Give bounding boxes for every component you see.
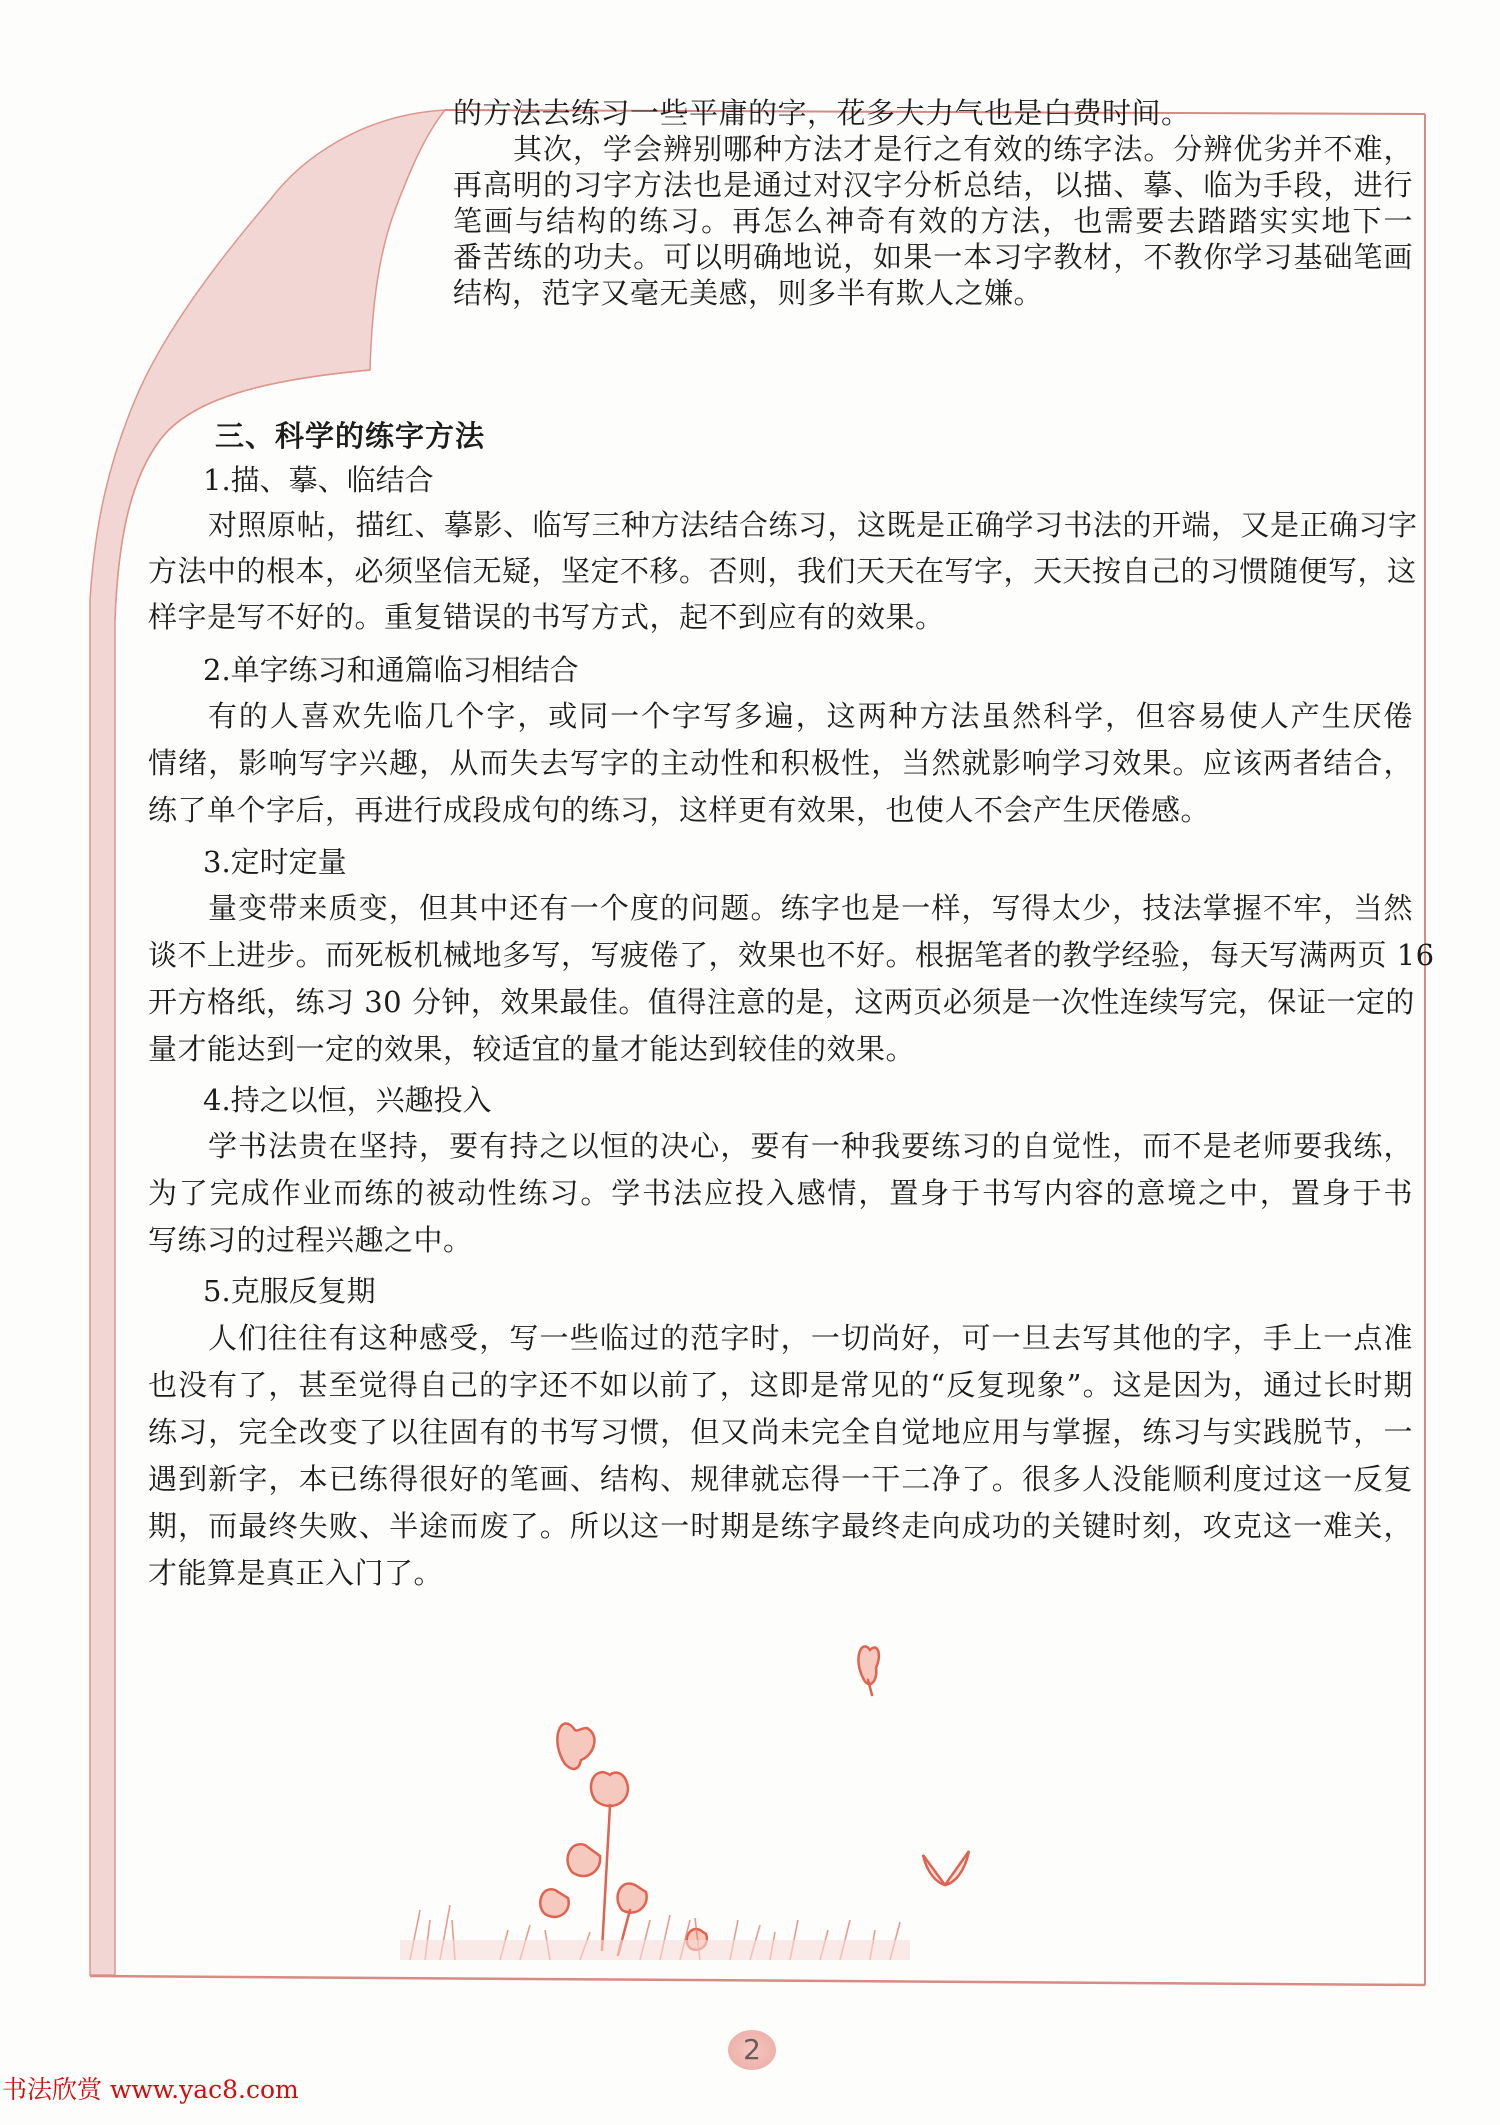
item-line: 学书法贵在坚持，要有持之以恒的决心，要有一种我要练习的自觉性，而不是老师要我练， xyxy=(208,1129,1413,1163)
item-title: 2.单字练习和通篇临习相结合 xyxy=(203,653,579,687)
item-line: 练习，完全改变了以往固有的书写习惯，但又尚未完全自觉地应用与掌握，练习与实践脱节，一 xyxy=(148,1415,1413,1449)
item-line: 方法中的根本，必须坚信无疑，坚定不移。否则，我们天天在写字，天天按自己的习惯随便写，这 xyxy=(148,554,1417,588)
item-title: 3.定时定量 xyxy=(203,845,347,879)
item-line: 有的人喜欢先临几个字，或同一个字写多遍，这两种方法虽然科学，但容易使人产生厌倦 xyxy=(208,699,1413,733)
item-line: 练了单个字后，再进行成段成句的练习，这样更有效果，也使人不会产生厌倦感。 xyxy=(148,793,1211,827)
item-title: 4.持之以恒，兴趣投入 xyxy=(203,1083,492,1117)
item-line: 遇到新字，本已练得很好的笔画、结构、规律就忘得一干二净了。很多人没能顺利度过这一反复 xyxy=(148,1462,1413,1496)
intro-line: 结构，范字又毫无美感，则多半有欺人之嫌。 xyxy=(453,276,1044,310)
intro-line: 番苦练的功夫。可以明确地说，如果一本习字教材，不教你学习基础笔画 xyxy=(453,240,1413,274)
item-line: 对照原帖，描红、摹影、临写三种方法结合练习，这既是正确学习书法的开端，又是正确习字 xyxy=(208,508,1418,542)
item-title: 1.描、摹、临结合 xyxy=(203,463,434,497)
item-line: 量变带来质变，但其中还有一个度的问题。练字也是一样，写得太少，技法掌握不牢，当然 xyxy=(208,891,1413,925)
butterfly-icon xyxy=(923,1851,969,1885)
butterfly-icon xyxy=(557,1723,594,1768)
watermark: 书法欣赏 www.yac8.com xyxy=(2,2075,299,2104)
item-line: 开方格纸，练习 30 分钟，效果最佳。值得注意的是，这两页必须是一次性连续写完，保证一定的 xyxy=(148,985,1415,1019)
flower-icon xyxy=(540,1772,707,1955)
intro-line: 的方法去练习一些平庸的字，花多大力气也是白费时间。 xyxy=(453,96,1191,130)
intro-line: 再高明的习字方法也是通过对汉字分析总结，以描、摹、临为手段，进行 xyxy=(453,168,1413,202)
butterflies-flowers-illustration xyxy=(380,1620,1020,1960)
intro-line: 笔画与结构的练习。再怎么神奇有效的方法，也需要去踏踏实实地下一 xyxy=(453,204,1413,238)
item-line: 才能算是真正入门了。 xyxy=(148,1556,444,1590)
item-line: 人们往往有这种感受，写一些临过的范字时，一切尚好，可一旦去写其他的字，手上一点准 xyxy=(208,1321,1413,1355)
item-line: 样字是写不好的。重复错误的书写方式，起不到应有的效果。 xyxy=(148,600,945,634)
item-line: 为了完成作业而练的被动性练习。学书法应投入感情，置身于书写内容的意境之中，置身于书 xyxy=(148,1176,1413,1210)
item-title: 5.克服反复期 xyxy=(203,1274,376,1308)
item-line: 也没有了，甚至觉得自己的字还不如以前了，这即是常见的“反复现象”。这是因为，通过长时期 xyxy=(148,1368,1413,1402)
page-number: 2 xyxy=(728,2030,776,2070)
item-line: 量才能达到一定的效果，较适宜的量才能达到较佳的效果。 xyxy=(148,1032,916,1066)
item-line: 情绪，影响写字兴趣，从而失去写字的主动性和积极性，当然就影响学习效果。应该两者结合， xyxy=(148,746,1413,780)
intro-line: 其次，学会辨别哪种方法才是行之有效的练字法。分辨优劣并不难， xyxy=(513,132,1413,166)
butterfly-icon xyxy=(858,1646,878,1695)
item-line: 期，而最终失败、半途而废了。所以这一时期是练字最终走向成功的关键时刻，攻克这一难关， xyxy=(148,1509,1413,1543)
item-line: 写练习的过程兴趣之中。 xyxy=(148,1223,473,1257)
item-line: 谈不上进步。而死板机械地多写，写疲倦了，效果也不好。根据笔者的教学经验，每天写满两页 16 xyxy=(148,938,1435,972)
section-heading: 三、科学的练字方法 xyxy=(215,419,486,453)
